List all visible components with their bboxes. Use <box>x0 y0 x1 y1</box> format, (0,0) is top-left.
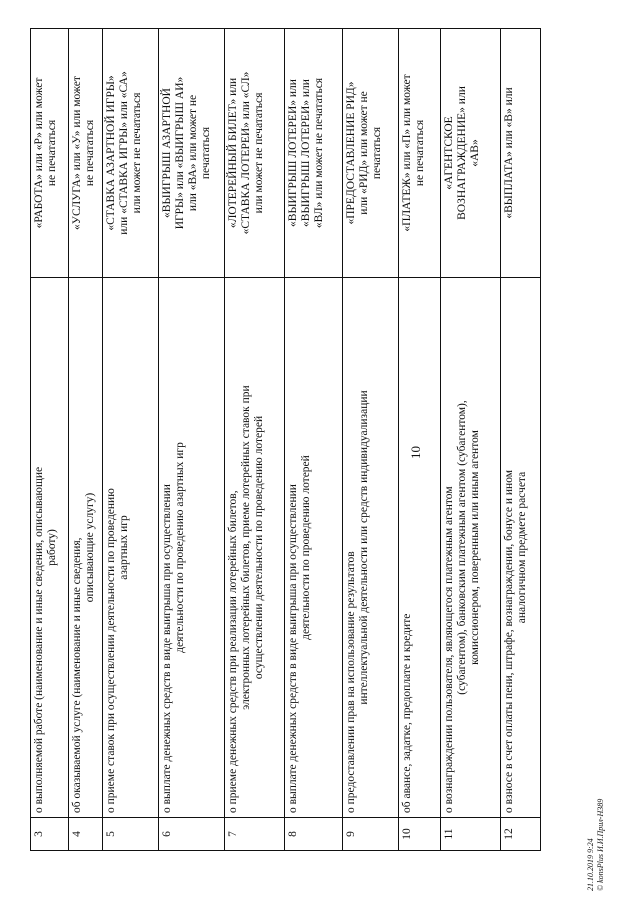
description-line: описывающие услугу) <box>84 492 96 603</box>
row-print-code <box>103 29 159 278</box>
page-number: 10 <box>408 446 423 459</box>
code-line: печататься <box>200 126 212 180</box>
code-line: «ПРЕДОСТАВЛЕНИЕ РИД» <box>345 81 357 225</box>
description-line: работу) <box>46 529 58 566</box>
description-line: электронных лотерейных билетов, приеме лотерейных ставок при <box>240 385 252 710</box>
description-line: комиссионером, поверенным или иным агентом <box>469 430 481 665</box>
code-line: «ВЫИГРЫШ ЛОТЕРЕИ» или <box>287 79 299 227</box>
row-description <box>159 278 225 818</box>
footer-line-2: © konsPlus И.И.Прил-Н389 <box>596 798 605 891</box>
code-line: или «СТАВКА ИГРЫ» или «СА» <box>118 71 130 235</box>
description-line: о вознаграждении пользователя, являющегося платежным агентом <box>443 486 455 813</box>
code-line: «ЛОТЕРЕЙНЫЙ БИЛЕТ» или <box>227 77 239 229</box>
code-line: «СТАВКА АЗАРТНОЙ ИГРЫ» <box>105 75 117 231</box>
description-line: о выплате денежных средств в виде выигрыша при осуществлении <box>161 484 173 813</box>
description-line: деятельности по проведению лотерей <box>300 455 312 640</box>
code-line: «АГЕНТСКОЕ <box>443 116 455 190</box>
row-number: 11 <box>441 818 501 851</box>
row-print-code <box>69 29 103 278</box>
description-line: интеллектуальной деятельности или средств индивидуализации <box>358 390 370 705</box>
description-line: осуществлении деятельности по проведению лотерей <box>253 415 265 680</box>
row-number: 9 <box>343 818 399 851</box>
description-line: об авансе, задатке, предоплате и кредите <box>401 613 413 813</box>
table-body <box>31 29 541 851</box>
table-row <box>441 29 501 851</box>
code-line: ИГРЫ» или «ВЫИГРЫШ АИ» <box>174 76 186 230</box>
row-print-code <box>31 29 69 278</box>
row-print-code <box>225 29 285 278</box>
description-line: об оказываемой услуге (наименование и иные сведения, <box>71 537 83 813</box>
code-line: «ВЛ» или может не печататься <box>313 77 325 229</box>
table-row <box>159 29 225 851</box>
row-number: 12 <box>501 818 541 851</box>
code-line: «ПЛАТЕЖ» или «П» или может <box>401 74 413 232</box>
row-print-code <box>343 29 399 278</box>
table-row <box>69 29 103 851</box>
table-row <box>343 29 399 851</box>
description-line: аналогичном предмете расчета <box>516 471 528 624</box>
row-print-code <box>159 29 225 278</box>
description-line: о взносе в счет оплаты пени, штрафе, вознаграждении, бонусе и ином <box>503 469 515 813</box>
table-row <box>285 29 343 851</box>
row-print-code <box>441 29 501 278</box>
code-line: или может не печататься <box>253 92 265 214</box>
row-print-code <box>285 29 343 278</box>
row-description <box>69 278 103 818</box>
code-line: или «ВА» или может не <box>187 94 199 212</box>
row-description <box>441 278 501 818</box>
description-line: деятельности по проведению азартных игр <box>174 442 186 653</box>
row-number: 5 <box>103 818 159 851</box>
footer-line-1: 21.10.2019 9:24 <box>586 838 595 891</box>
code-line: не печататься <box>84 119 96 187</box>
row-description <box>103 278 159 818</box>
description-line: о предоставлении прав на использование результатов <box>345 551 357 813</box>
code-line: «РАБОТА» или «Р» или может <box>33 77 45 229</box>
code-line: «ВЫИГРЫШ АЗАРТНОЙ <box>161 88 173 218</box>
row-description <box>343 278 399 818</box>
row-number: 8 <box>285 818 343 851</box>
row-number: 6 <box>159 818 225 851</box>
row-description <box>31 278 69 818</box>
code-line: или «РИД» или может не <box>358 91 370 215</box>
code-line: печататься <box>371 126 383 180</box>
description-line: о приеме ставок при осуществлении деятельности по проведению <box>105 488 117 813</box>
description-line: азартных игр <box>118 515 130 580</box>
table-row <box>225 29 285 851</box>
row-number: 4 <box>69 818 103 851</box>
description-line: о выплате денежных средств в виде выигрыша при осуществлении <box>287 484 299 813</box>
row-description <box>225 278 285 818</box>
code-line: «СТАВКА ЛОТЕРЕИ» или «СЛ» <box>240 71 252 235</box>
code-line: «АВ» <box>469 139 481 167</box>
code-line: или может не печататься <box>131 92 143 214</box>
row-number: 10 <box>399 818 441 851</box>
code-line: «ВЫИГРЫШ ЛОТЕРЕИ» или <box>300 79 312 227</box>
description-line: о приеме денежных средств при реализации лотерейных билетов, <box>227 490 239 813</box>
row-number: 7 <box>225 818 285 851</box>
table-row <box>31 29 69 851</box>
footer-stamp <box>586 799 606 891</box>
code-line: «ВЫПЛАТА» или «В» или <box>503 87 515 219</box>
description-line: о выполняемой работе (наименование и иные сведения, описывающие <box>33 466 45 813</box>
row-print-code <box>501 29 541 278</box>
code-line: ВОЗНАГРАЖДЕНИЕ» или <box>456 86 468 220</box>
code-line: «УСЛУГА» или «У» или может <box>71 76 83 230</box>
row-number: 3 <box>31 818 69 851</box>
table-row <box>501 29 541 851</box>
code-line: не печататься <box>414 119 426 187</box>
row-description <box>501 278 541 818</box>
description-line: (субагентом), банковским платежным агентом (субагентом), <box>456 400 468 695</box>
row-description <box>285 278 343 818</box>
table-row <box>103 29 159 851</box>
codes-table <box>30 28 541 851</box>
code-line: не печататься <box>46 119 58 187</box>
